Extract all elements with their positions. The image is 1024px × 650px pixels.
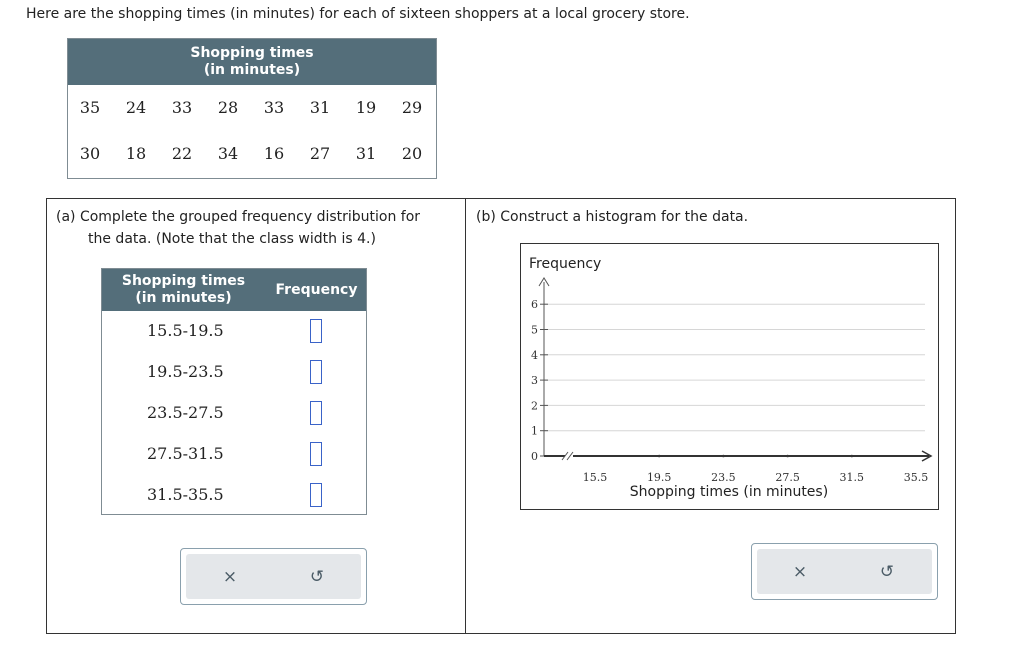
clear-button[interactable]: ×	[222, 567, 238, 587]
data-row-2	[68, 144, 436, 168]
y-tick-label: 2	[531, 399, 538, 413]
frequency-input[interactable]	[310, 401, 322, 425]
class-column-header	[102, 273, 265, 307]
histogram-svg[interactable]	[521, 244, 938, 509]
data-value: 34	[217, 144, 239, 163]
part-a-button-bar	[180, 548, 367, 605]
data-value: 28	[217, 98, 239, 117]
part-b-button-bar	[751, 543, 938, 600]
frequency-column-header: Frequency	[275, 282, 358, 298]
y-tick-label: 4	[531, 348, 538, 362]
class-label: 31.5-35.5	[147, 485, 224, 504]
x-axis-title: Shopping times (in minutes)	[629, 484, 829, 500]
part-b-prompt: (b) Construct a histogram for the data.	[476, 209, 749, 225]
frequency-table-header	[102, 269, 366, 311]
class-label: 23.5-27.5	[147, 403, 224, 422]
histogram-plot-area[interactable]	[520, 243, 939, 510]
y-tick-label: 1	[531, 424, 538, 438]
data-value: 16	[263, 144, 285, 163]
x-axis-ticks	[583, 455, 929, 484]
data-value: 30	[79, 144, 101, 163]
data-value: 31	[309, 98, 331, 117]
frequency-input[interactable]	[310, 360, 322, 384]
x-tick-label: 27.5	[775, 471, 800, 484]
data-table-header-line2: (in minutes)	[203, 62, 301, 78]
data-value: 27	[309, 144, 331, 163]
data-value: 22	[171, 144, 193, 163]
y-axis-title: Frequency	[529, 256, 602, 272]
reset-button[interactable]: ↺	[309, 567, 325, 587]
data-table-header	[68, 39, 436, 85]
part-a-prompt-line2: the data. (Note that the class width is 4.)	[88, 231, 376, 247]
x-tick-label: 35.5	[903, 471, 929, 484]
x-tick-label: 31.5	[839, 471, 865, 484]
data-value: 31	[355, 144, 377, 163]
data-value: 18	[125, 144, 147, 163]
y-tick-label: 6	[531, 298, 538, 312]
class-column-header-line1: Shopping times	[121, 273, 246, 289]
data-row-1	[68, 98, 436, 122]
x-tick-label: 15.5	[582, 471, 608, 484]
y-axis-ticks	[531, 298, 548, 463]
clear-button[interactable]: ×	[792, 562, 808, 582]
data-value: 29	[401, 98, 423, 117]
y-tick-label: 3	[531, 374, 538, 388]
reset-button[interactable]: ↺	[879, 562, 895, 582]
data-value: 20	[401, 144, 423, 163]
data-value: 19	[355, 98, 377, 117]
x-tick-label: 23.5	[711, 471, 736, 484]
class-column-header-line2: (in minutes)	[135, 290, 232, 306]
class-label: 19.5-23.5	[147, 362, 224, 381]
data-value: 35	[79, 98, 101, 117]
shopping-times-data-table	[67, 38, 437, 179]
gridlines	[544, 304, 925, 431]
problem-intro: Here are the shopping times (in minutes) for each of sixteen shoppers at a local grocery store.	[26, 6, 690, 22]
x-tick-label: 19.5	[646, 471, 672, 484]
class-label: 15.5-19.5	[147, 321, 224, 340]
y-tick-label: 5	[531, 323, 538, 337]
data-value: 33	[171, 98, 193, 117]
part-a-prompt	[56, 206, 420, 250]
class-label: 27.5-31.5	[147, 444, 224, 463]
data-value: 33	[263, 98, 285, 117]
frequency-distribution-table	[101, 268, 367, 515]
frequency-input[interactable]	[310, 319, 322, 343]
part-a-prompt-line1: (a) Complete the grouped frequency distribution for	[56, 209, 421, 225]
frequency-input[interactable]	[310, 483, 322, 507]
data-value: 24	[125, 98, 147, 117]
data-table-header-line1: Shopping times	[190, 45, 314, 61]
y-tick-label: 0	[531, 450, 538, 463]
frequency-input[interactable]	[310, 442, 322, 466]
